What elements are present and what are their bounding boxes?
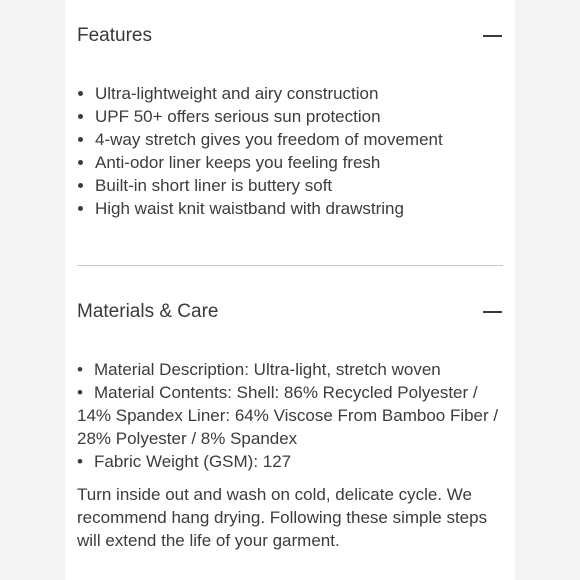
minus-icon[interactable] xyxy=(481,25,503,47)
list-item: • Fabric Weight (GSM): 127 xyxy=(77,450,503,473)
materials-accordion-header[interactable] xyxy=(77,297,503,327)
list-item: 4-way stretch gives you freedom of movement xyxy=(77,128,503,151)
list-item: High waist knit waistband with drawstring xyxy=(77,197,503,220)
list-item: • Material Description: Ultra-light, stretch woven xyxy=(77,358,503,381)
list-item: • Material Contents: Shell: 86% Recycled Polyester / 14% Spandex Liner: 64% Viscose From Bamboo Fiber / 28% Polyester / 8% Spandex xyxy=(77,381,503,450)
care-instructions: Turn inside out and wash on cold, delicate cycle. We recommend hang drying. Following these simple steps will extend the life of your garment. xyxy=(77,485,488,550)
list-item: Built-in short liner is buttery soft xyxy=(77,174,503,197)
materials-title: Materials & Care xyxy=(77,301,219,322)
list-item: UPF 50+ offers serious sun protection xyxy=(77,105,503,128)
section-divider xyxy=(77,265,503,266)
materials-list xyxy=(77,358,503,473)
features-title: Features xyxy=(77,25,152,46)
list-item: Anti-odor liner keeps you feeling fresh xyxy=(77,151,503,174)
list-item: Ultra-lightweight and airy construction xyxy=(77,82,503,105)
minus-icon[interactable] xyxy=(481,301,503,323)
product-details-panel xyxy=(65,0,515,580)
features-accordion-header[interactable] xyxy=(77,21,503,51)
features-list xyxy=(77,82,503,220)
